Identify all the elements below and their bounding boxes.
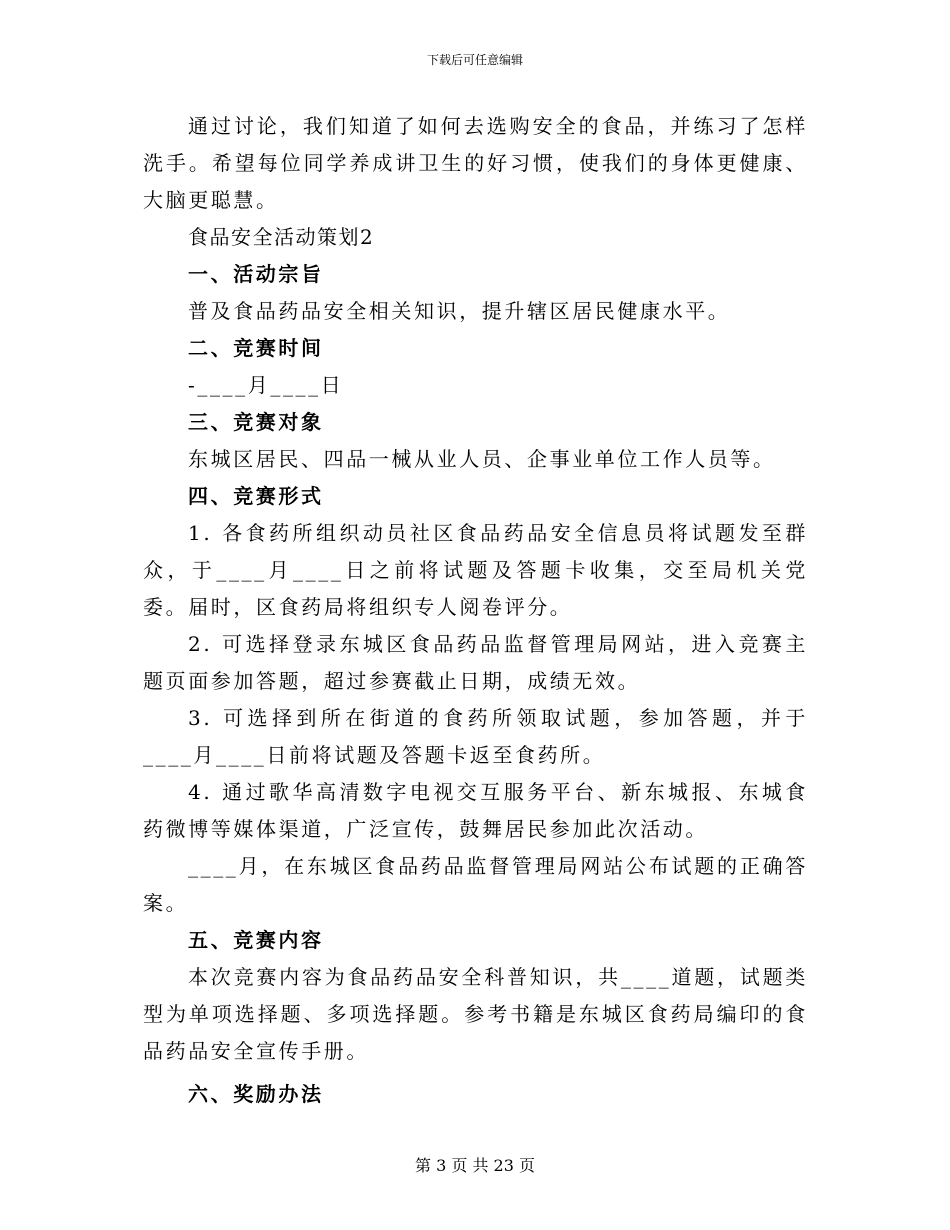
paragraph-answer-release: ____月，在东城区食品药品监督管理局网站公布试题的正确答案。 (143, 854, 808, 915)
heading-time: 二、竞赛时间 (188, 336, 324, 360)
paragraph-conclusion: 通过讨论，我们知道了如何去选购安全的食品，并练习了怎样洗手。希望每位同学养成讲卫生的好习惯，使我们的身体更健康、大脑更聪慧。 (143, 114, 808, 212)
heading-rewards: 六、奖励办法 (188, 1082, 324, 1106)
paragraph-format-4: 4. 通过歌华高清数字电视交互服务平台、新东城报、东城食药微博等媒体渠道，广泛宣传，鼓舞居民参加此次活动。 (143, 780, 808, 841)
page-header-note: 下载后可任意编辑 (426, 53, 523, 67)
paragraph-content: 本次竞赛内容为食品药品安全科普知识，共____道题，试题类型为单项选择题、多项选择题。参考书籍是东城区食药局编印的食品药品安全宣传手册。 (143, 965, 808, 1063)
heading-format: 四、竞赛形式 (188, 484, 324, 508)
paragraph-participants: 东城区居民、四品一械从业人员、企事业单位工作人员等。 (188, 447, 776, 471)
paragraph-purpose: 普及食品药品安全相关知识，提升辖区居民健康水平。 (188, 299, 731, 323)
document-body (143, 108, 808, 1113)
page-number: 第 3 页 共 23 页 (415, 1156, 535, 1175)
heading-purpose: 一、活动宗旨 (188, 262, 324, 286)
section-title: 食品安全活动策划2 (188, 225, 375, 249)
paragraph-format-3: 3. 可选择到所在街道的食药所领取试题，参加答题，并于____月____日前将试题及答题卡返至食药所。 (143, 706, 808, 767)
paragraph-time: -____月____日 (188, 373, 344, 397)
heading-participants: 三、竞赛对象 (188, 410, 324, 434)
paragraph-format-1: 1. 各食药所组织动员社区食品药品安全信息员将试题发至群众，于____月____日之前将试题及答题卡收集，交至局机关党委。届时，区食药局将组织专人阅卷评分。 (143, 521, 808, 619)
paragraph-format-2: 2. 可选择登录东城区食品药品监督管理局网站，进入竞赛主题页面参加答题，超过参赛截止日期，成绩无效。 (143, 632, 808, 693)
heading-content: 五、竞赛内容 (188, 928, 324, 952)
